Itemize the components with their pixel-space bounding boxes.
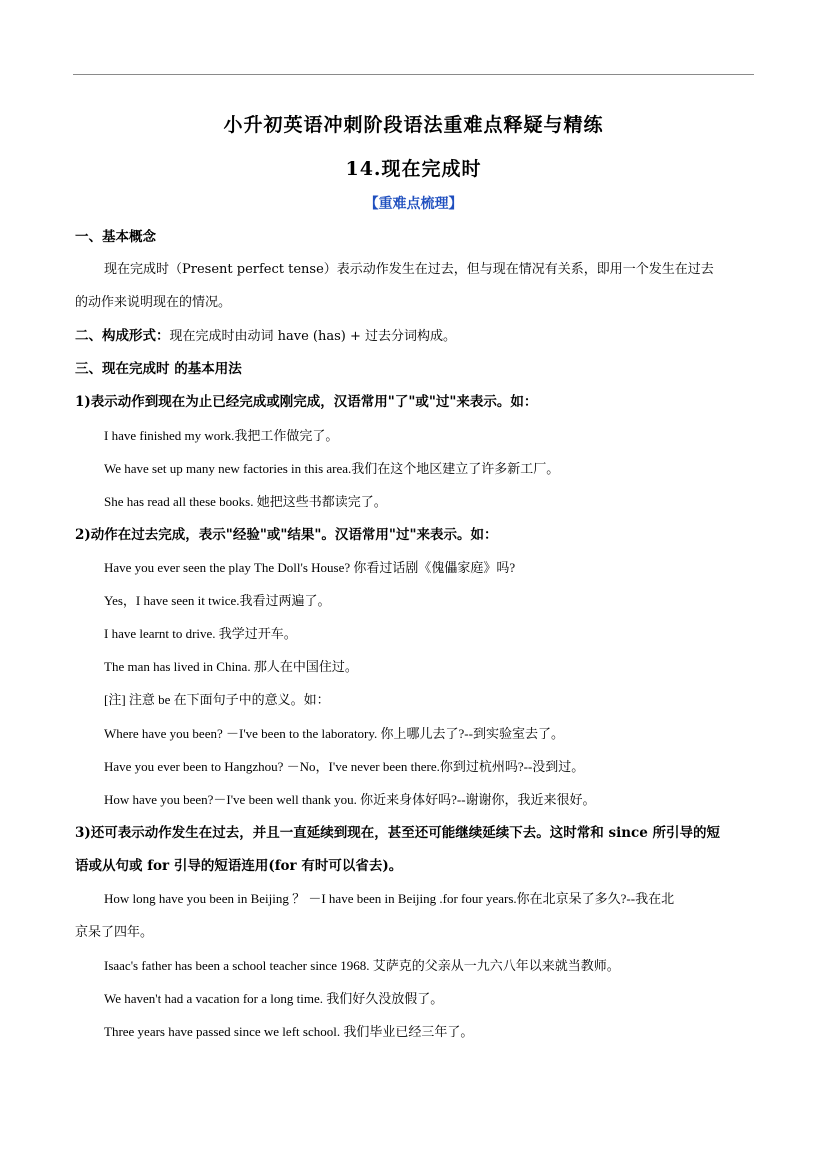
paragraph-line: 的动作来说明现在的情况。 <box>75 295 232 310</box>
document-title: 小升初英语冲刺阶段语法重难点释疑与精练 <box>223 114 604 136</box>
example-line: Three years have passed since we left school. 我们毕业已经三年了。 <box>104 1024 474 1039</box>
document-subtitle: 14.现在完成时 <box>345 158 482 180</box>
usage-3-heading: 3)还可表示动作发生在过去，并且一直延续到现在，甚至还可能继续延续下去。这时常和 since 所引导的短 <box>75 825 721 841</box>
example-line: How long have you been in Beijing ？ －I have been in Beijing .for four years.你在北京呆了多久?--我在北 <box>104 891 675 906</box>
paragraph-line: 现在完成时（Present perfect tense）表示动作发生在过去，但与现在情况有关系，即用一个发生在过去 <box>104 262 714 277</box>
heading-usage: 三、现在完成时 的基本用法 <box>75 361 242 377</box>
header-rule <box>73 74 754 75</box>
usage-1-heading: 1)表示动作到现在为止已经完成或刚完成，汉语常用"了"或"过"来表示。如： <box>75 394 538 410</box>
example-line: We haven't had a vacation for a long time. 我们好久没放假了。 <box>104 991 444 1006</box>
example-line: Yes，I have seen it twice.我看过两遍了。 <box>104 593 331 608</box>
example-line: I have learnt to drive. 我学过开车。 <box>104 626 297 641</box>
heading-basic-concept: 一、基本概念 <box>75 229 156 245</box>
structure-text: 现在完成时由动词 have (has) + 过去分词构成。 <box>169 329 457 344</box>
example-line: She has read all these books. 她把这些书都读完了。 <box>104 494 387 509</box>
example-line: Have you ever been to Hangzhou? －No，I've never been there.你到过杭州吗?--没到过。 <box>104 759 585 774</box>
note-line: [注] 注意 be 在下面句子中的意义。如： <box>104 692 330 707</box>
structure-label: 二、构成形式： <box>75 328 170 344</box>
example-line: The man has lived in China. 那人在中国住过。 <box>104 659 358 674</box>
example-line: Isaac's father has been a school teacher since 1968. 艾萨克的父亲从一九六八年以来就当教师。 <box>104 958 620 973</box>
usage-2-heading: 2)动作在过去完成，表示"经验"或"结果"。汉语常用"过"来表示。如： <box>75 527 498 543</box>
example-line: 京呆了四年。 <box>75 924 154 939</box>
example-line: Where have you been? －I've been to the laboratory. 你上哪儿去了?--到实验室去了。 <box>104 726 564 741</box>
example-line: We have set up many new factories in this area.我们在这个地区建立了许多新工厂。 <box>104 461 560 476</box>
usage-3-heading-cont: 语或从句或 for 引导的短语连用(for 有时可以省去)。 <box>75 858 403 874</box>
example-line: I have finished my work.我把工作做完了。 <box>104 428 339 443</box>
example-line: Have you ever seen the play The Doll's House? 你看过话剧《傀儡家庭》吗? <box>104 560 516 575</box>
example-line: How have you been?－I've been well thank you. 你近来身体好吗?--谢谢你，我近来很好。 <box>104 792 596 807</box>
heading-structure <box>75 327 456 346</box>
section-label: 【重难点梳理】 <box>364 196 463 212</box>
